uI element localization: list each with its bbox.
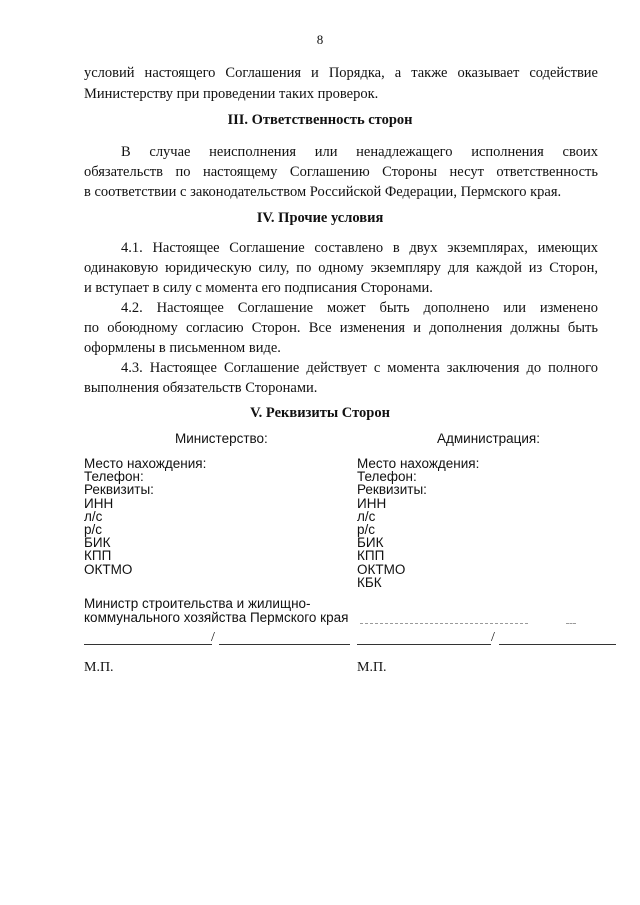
para-4-3-line-2: выполнения обязательств Сторонами. [84,380,318,396]
ministry-title: Министерство: [175,431,268,446]
para-4-1-line-3: и вступает в силу с момента его подписания Сторонами. [84,280,433,296]
ministry-field: ИНН [84,495,114,511]
administration-signature-line [357,644,491,645]
administration-field: ОКТМО [357,561,406,577]
administration-field: Место нахождения: [357,456,480,471]
intro-line-2: Министерству при проведении таких проверок. [84,86,379,102]
section-5-heading: V. Реквизиты Сторон [250,405,390,421]
section-3-line-2: обязательств по настоящему Соглашению Стороны несут ответственность [84,164,598,180]
minister-title-line-1: Министр строительства и жилищно- [84,596,311,611]
administration-field: р/с [357,522,376,538]
ministry-stamp-placeholder: М.П. [84,660,114,675]
admin-title-dotted-line [360,623,528,624]
para-4-2-line-1: 4.2. Настоящее Соглашение может быть дополнено или изменено [121,300,598,316]
section-3-heading: III. Ответственность сторон [227,112,413,128]
administration-field: л/с [357,508,376,524]
section-4-heading: IV. Прочие условия [256,210,384,226]
ministry-requisites [84,457,206,576]
administration-field: КПП [357,548,385,564]
page-number: 8 [316,32,324,47]
administration-name-line [499,644,616,645]
administration-stamp-placeholder: М.П. [357,660,387,675]
ministry-signature-line [84,644,212,645]
ministry-signature-slash: / [211,630,215,645]
admin-title-dotted-line-end [566,623,576,624]
intro-line-1: условий настоящего Соглашения и Порядка, а также оказывает содействие [84,65,598,81]
ministry-field: ОКТМО [84,561,133,577]
ministry-field: БИК [84,535,111,551]
administration-requisites [357,457,479,589]
ministry-field: Телефон: [84,469,144,485]
ministry-field: Место нахождения: [84,456,207,471]
ministry-name-line [219,644,350,645]
administration-field: БИК [357,535,384,551]
para-4-1-line-2: одинаковую юридическую силу, по одному экземпляру для каждой из Сторон, [84,260,598,276]
minister-title-line-2: коммунального хозяйства Пермского края [84,610,349,625]
para-4-1-line-1: 4.1. Настоящее Соглашение составлено в двух экземплярах, имеющих [121,240,598,256]
administration-signature-slash: / [491,630,495,645]
section-3-line-1: В случае неисполнения или ненадлежащего исполнения своих [121,144,598,160]
ministry-field: л/с [84,508,103,524]
section-3-line-3: в соответствии с законодательством Российской Федерации, Пермского края. [84,184,562,200]
ministry-field: р/с [84,522,103,538]
administration-title: Администрация: [437,431,540,446]
para-4-2-line-2: по обоюдному согласию Сторон. Все изменения и дополнения должны быть [84,320,598,336]
administration-field: ИНН [357,495,387,511]
ministry-field: КПП [84,548,112,564]
administration-field: Реквизиты: [357,482,427,498]
ministry-field: Реквизиты: [84,482,154,498]
administration-field: Телефон: [357,469,417,485]
administration-field: КБК [357,574,382,590]
para-4-2-line-3: оформлены в письменном виде. [84,340,281,356]
para-4-3-line-1: 4.3. Настоящее Соглашение действует с момента заключения до полного [121,360,598,376]
minister-title [84,597,348,625]
